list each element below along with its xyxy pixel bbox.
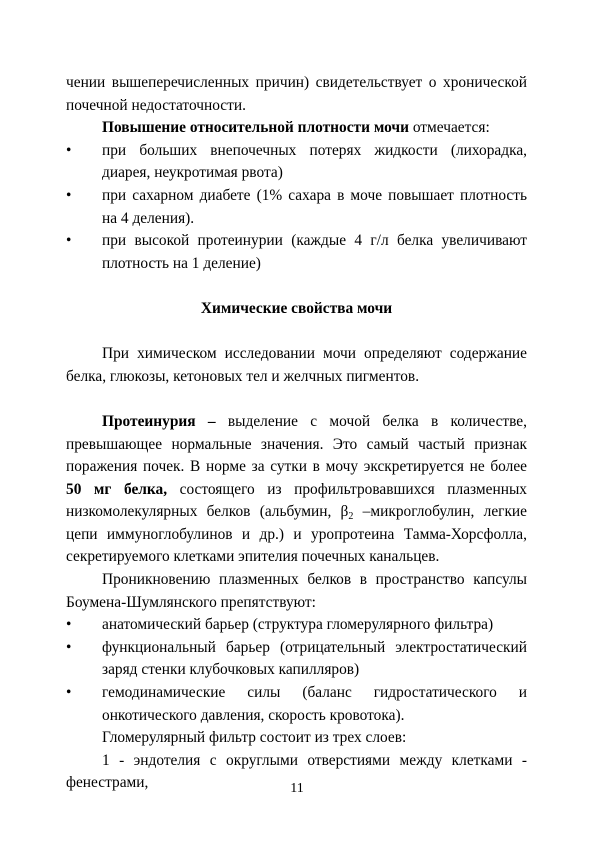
paragraph-layer-1: 1 - эндотелия с округлыми отверстиями между клетками - фенестрами,	[66, 751, 527, 792]
page-number: 11	[290, 781, 304, 796]
list-item	[66, 185, 527, 230]
list-item	[66, 140, 527, 185]
spacer	[66, 321, 527, 344]
section-heading: Химические свойства мочи	[200, 299, 393, 317]
list-item-text: функциональный барьер (отрицательный электростатический заряд стенки клубочковых капилляров)	[102, 638, 527, 679]
bullet-icon: •	[66, 186, 72, 204]
density-lead-bold: Повышение относительной плотности мочи	[102, 119, 409, 137]
bullet-icon: •	[66, 638, 72, 656]
proteinuria-text-3: –микроглобулин, легкие цепи иммуноглобулинов и др.) и уропротеина Тамма-Хорсфолла, секретируемого клетками эпителия почечных канальцев.	[66, 503, 528, 566]
paragraph-intro: чении вышеперечисленных причин) свидетельствует о хронической почечной недостаточности.	[66, 74, 527, 114]
spacer	[66, 388, 527, 411]
proteinuria-text-2: состоящего из профильтровавшихся плазменных низкомолекулярных белков (альбумин, β	[66, 480, 527, 521]
paragraph-chemical: При химическом исследовании мочи определяют содержание белка, глюкозы, кетоновых тел и желчных пигментов.	[66, 345, 527, 385]
list-item-text: анатомический барьер (структура гломерулярного фильтра)	[102, 616, 494, 634]
proteinuria-term: Протеинурия –	[102, 412, 216, 430]
barrier-bullet-list	[66, 614, 527, 727]
paragraph-proteinuria	[66, 411, 527, 569]
paragraph-barrier: Проникновению плазменных белков в пространство капсулы Боумена-Шумлянского препятствуют:	[66, 571, 527, 611]
list-item	[66, 637, 527, 682]
list-item	[66, 230, 527, 275]
bullet-icon: •	[66, 684, 72, 702]
list-item-text: при высокой протеинурии (каждые 4 г/л белка увеличивают плотность на 1 деление)	[102, 232, 527, 272]
density-lead-rest: отмечается:	[408, 119, 490, 137]
page-body	[66, 72, 527, 795]
list-item-text: при сахарном диабете (1% сахара в моче повышает плотность на 4 деления).	[102, 186, 527, 227]
beta-subscript: 2	[348, 511, 354, 523]
protein-amount: 50 мг белка,	[66, 480, 168, 498]
list-item	[66, 682, 527, 727]
bullet-icon: •	[66, 141, 72, 159]
bullet-icon: •	[66, 616, 72, 634]
list-item	[66, 614, 527, 637]
paragraph-density-lead	[66, 117, 527, 140]
list-item-text: гемодинамические силы (баланс гидростатического и онкотического давления, скорость кровотока).	[102, 684, 527, 724]
list-item-text: при больших внепочечных потерях жидкости (лихорадка, диарея, неукротимая рвота)	[102, 141, 527, 182]
spacer	[66, 275, 527, 298]
paragraph-filter: Гломерулярный фильтр состоит из трех слоев:	[102, 729, 407, 747]
proteinuria-text-1: выделение с мочой белка в количестве, превышающее нормальные значения. Это самый частый признак поражения почек. В норме за сутки в мочу экскретируется не более	[66, 412, 527, 476]
bullet-icon: •	[66, 232, 72, 250]
density-bullet-list	[66, 140, 527, 276]
